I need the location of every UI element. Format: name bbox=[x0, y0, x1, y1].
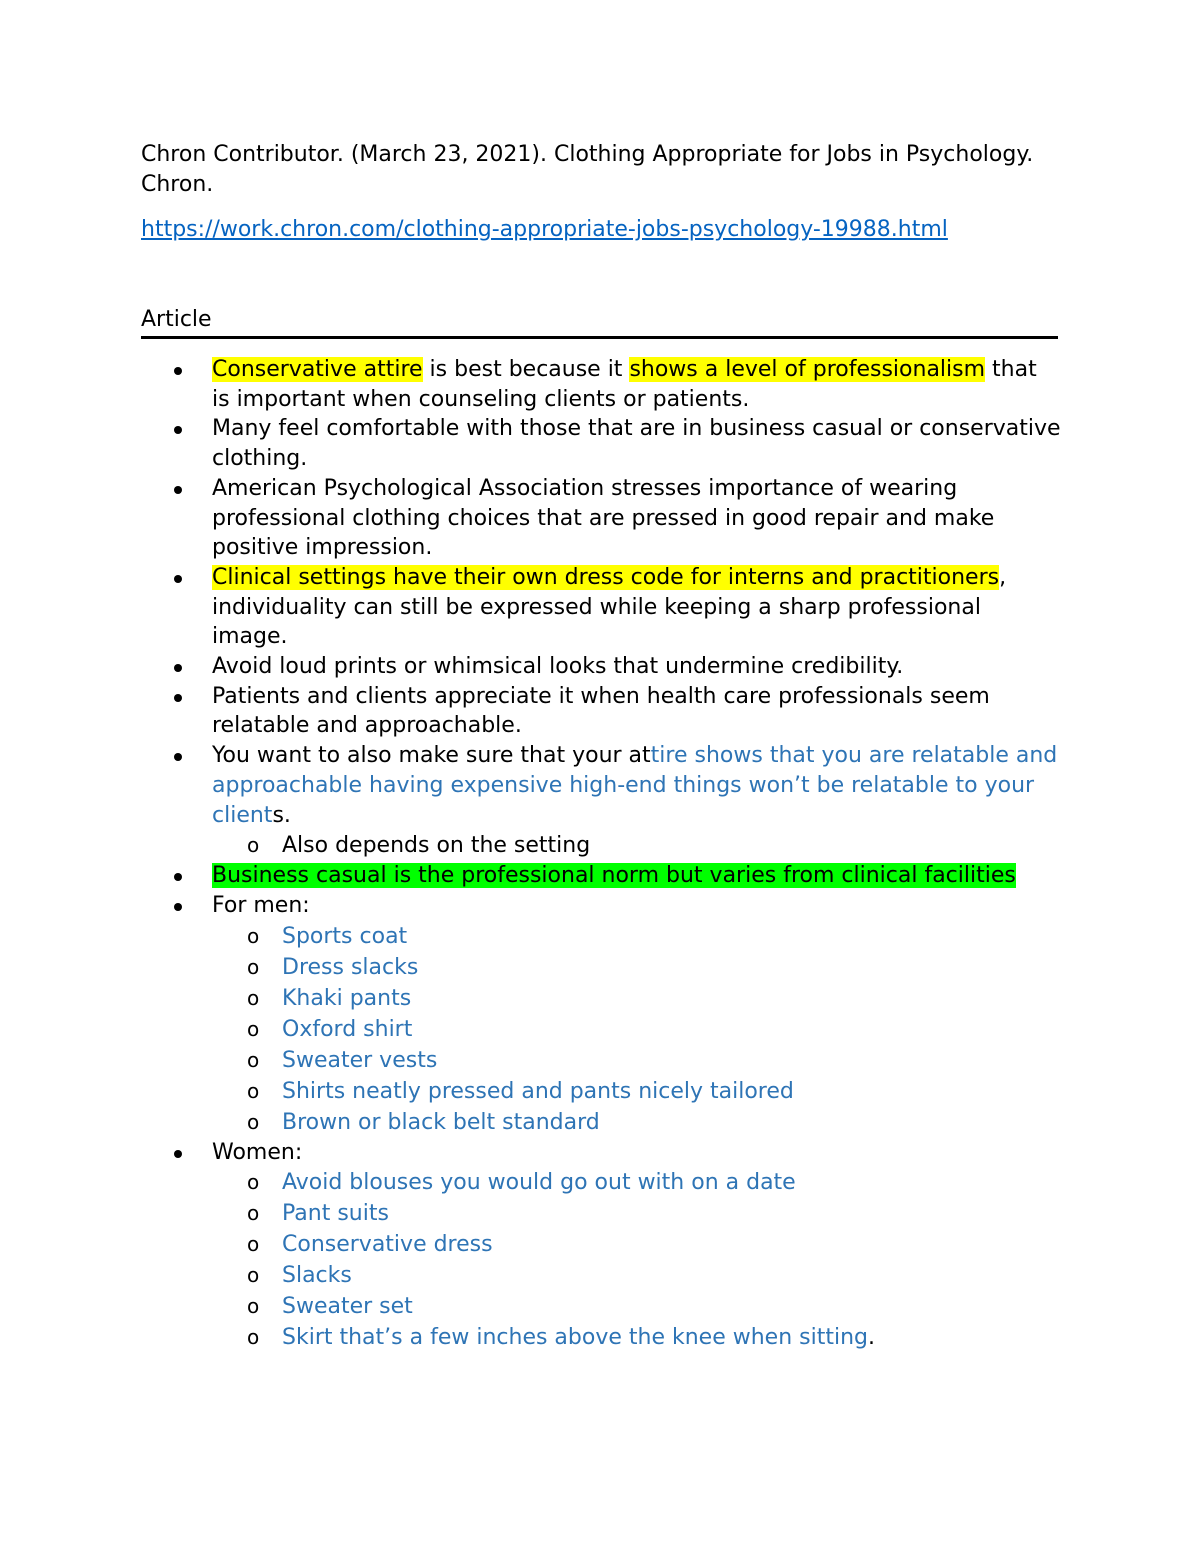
list-item-text: You want to also make sure that your at bbox=[212, 743, 651, 769]
bullet-icon bbox=[174, 486, 182, 494]
list-item bbox=[141, 563, 1061, 652]
sub-list-item-text: Brown or black belt standard bbox=[282, 1109, 600, 1135]
highlighted-text: Conservative attire bbox=[212, 357, 423, 382]
list-item bbox=[141, 741, 1061, 830]
bullet-icon bbox=[174, 367, 182, 375]
sub-list-item-text: Skirt that’s a few inches above the knee when sitting bbox=[282, 1325, 868, 1351]
list-item bbox=[141, 861, 1061, 891]
list-item bbox=[141, 891, 1061, 921]
blue-text: tire shows that you are relatable and approachable having expensive high-end things won’t be relatable to your client bbox=[212, 743, 1058, 828]
sub-bullet-icon: o bbox=[247, 1078, 260, 1103]
sub-list-item bbox=[141, 983, 1061, 1014]
sub-list-item-text: Khaki pants bbox=[282, 985, 412, 1011]
sub-bullet-icon: o bbox=[247, 1294, 260, 1319]
sub-list-item bbox=[141, 830, 1061, 861]
bullet-icon bbox=[174, 694, 182, 702]
highlighted-text: shows a level of professionalism bbox=[629, 357, 986, 382]
sub-list-item-suffix: . bbox=[868, 1325, 875, 1351]
sub-list-item bbox=[141, 921, 1061, 952]
bullet-icon bbox=[174, 903, 182, 911]
list-item-text: , individuality can still be expressed while keeping a sharp professional image. bbox=[212, 564, 1007, 650]
sub-list-item bbox=[141, 1076, 1061, 1107]
sub-list-item bbox=[141, 1229, 1061, 1260]
list-item-text: is best because it bbox=[422, 357, 630, 382]
sub-list-item-text: Shirts neatly pressed and pants nicely tailored bbox=[282, 1078, 794, 1104]
list-item-text: For men: bbox=[212, 892, 310, 918]
sub-list-item bbox=[141, 1322, 1061, 1353]
sub-bullet-icon: o bbox=[247, 1325, 260, 1350]
bullet-icon bbox=[174, 1150, 182, 1158]
sub-bullet-icon: o bbox=[247, 954, 260, 979]
sub-bullet-icon: o bbox=[247, 1232, 260, 1257]
sub-list-item-text: Slacks bbox=[282, 1263, 352, 1289]
sub-list-item bbox=[141, 1260, 1061, 1291]
highlighted-text: Clinical settings have their own dress code for interns and practitioners bbox=[212, 564, 1000, 590]
sub-list-item-text: Sweater set bbox=[282, 1294, 413, 1320]
sub-bullet-icon: o bbox=[247, 1170, 260, 1195]
sub-bullet-icon: o bbox=[247, 1047, 260, 1072]
sub-list-item-text: Avoid blouses you would go out with on a date bbox=[282, 1170, 796, 1196]
section-heading: Article bbox=[141, 305, 1058, 339]
sub-list-item bbox=[141, 1014, 1061, 1045]
sub-list-item bbox=[141, 1107, 1061, 1138]
article-bullet-list bbox=[141, 355, 1061, 1353]
sub-bullet-icon: o bbox=[247, 1016, 260, 1041]
bullet-icon bbox=[174, 873, 182, 881]
list-item-text: Avoid loud prints or whimsical looks that undermine credibility. bbox=[212, 654, 904, 680]
sub-list-item-text: Sports coat bbox=[282, 923, 408, 949]
sub-bullet-icon: o bbox=[247, 1201, 260, 1226]
sub-bullet-icon: o bbox=[247, 1263, 260, 1288]
list-item bbox=[141, 414, 1061, 473]
sub-list-item-text: Conservative dress bbox=[282, 1232, 493, 1258]
list-item-text: s. bbox=[272, 802, 291, 828]
citation-text: Chron Contributor. (March 23, 2021). Clothing Appropriate for Jobs in Psychology. Chron. bbox=[141, 142, 1034, 197]
sub-list-item-text: Also depends on the setting bbox=[282, 833, 591, 859]
sub-list-item-text: Dress slacks bbox=[282, 954, 419, 980]
list-item bbox=[141, 355, 1061, 414]
list-item bbox=[141, 474, 1061, 563]
bullet-icon bbox=[174, 664, 182, 672]
sub-list-item bbox=[141, 952, 1061, 983]
bullet-icon bbox=[174, 753, 182, 761]
highlighted-text: Business casual is the professional norm but varies from clinical facilities bbox=[212, 863, 1016, 889]
sub-bullet-icon: o bbox=[247, 923, 260, 948]
list-item bbox=[141, 652, 1061, 682]
list-item-text: that is important when counseling clients or patients. bbox=[212, 357, 1037, 412]
sub-list-item-text: Oxford shirt bbox=[282, 1016, 413, 1042]
list-item-text: American Psychological Association stresses importance of wearing professional clothing choices that are pressed in good repair and make positive impression. bbox=[212, 475, 995, 561]
sub-list-item bbox=[141, 1167, 1061, 1198]
list-item-text: Patients and clients appreciate it when health care professionals seem relatable and approachable. bbox=[212, 683, 990, 739]
bullet-icon bbox=[174, 575, 182, 583]
list-item-text: Many feel comfortable with those that are in business casual or conservative clothing. bbox=[212, 416, 1061, 472]
sub-bullet-icon: o bbox=[247, 985, 260, 1010]
sub-list-item-text: Pant suits bbox=[282, 1201, 389, 1227]
list-item-text: Women: bbox=[212, 1139, 303, 1165]
citation-link[interactable]: https://work.chron.com/clothing-appropriate-jobs-psychology-19988.html bbox=[141, 217, 948, 242]
list-item bbox=[141, 682, 1061, 741]
sub-bullet-icon: o bbox=[247, 1109, 260, 1134]
bullet-icon bbox=[174, 426, 182, 434]
sub-list-item bbox=[141, 1045, 1061, 1076]
sub-bullet-icon: o bbox=[247, 833, 260, 858]
sub-list-item bbox=[141, 1198, 1061, 1229]
sub-list-item bbox=[141, 1291, 1061, 1322]
list-item bbox=[141, 1138, 1061, 1168]
sub-list-item-text: Sweater vests bbox=[282, 1047, 438, 1073]
